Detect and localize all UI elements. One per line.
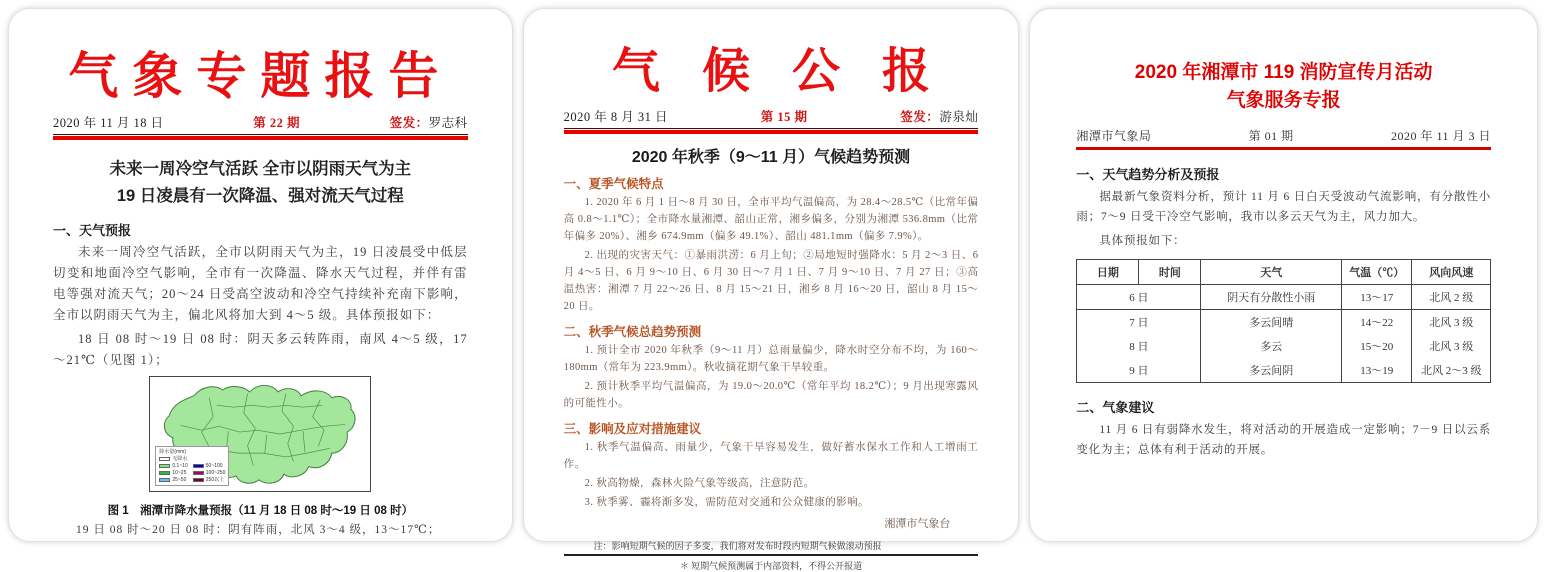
cell-date: 8 日: [1077, 334, 1201, 358]
table-row: [1077, 334, 1491, 358]
footnote-line1: 注：影响短期气候的因子多变，我们将对发布时段内短期气候做滚动预报: [593, 541, 882, 551]
legend-label: 100~250: [205, 470, 226, 476]
issue-number: 第 15 期: [760, 110, 808, 124]
legend-swatch: [159, 464, 170, 468]
legend-swatch: [159, 457, 170, 461]
table-header-wind: 风向风速: [1412, 260, 1491, 285]
header-rule: [564, 128, 979, 134]
special-report-title-line1: 2020 年湘潭市 119 消防宣传月活动: [1134, 62, 1433, 83]
report-meta-row: [53, 113, 468, 131]
section-heading-trend-analysis: 一、天气趋势分析及预报: [1076, 167, 1220, 182]
footnote-line2: ＊ 短期气候预测属于内部资料，不得公开报道: [679, 561, 863, 571]
table-row: [1077, 358, 1491, 383]
cell-date: 6 日: [1077, 285, 1201, 310]
header-rule: [1076, 147, 1491, 150]
summer-climate-paragraph: 1. 2020 年 6 月 1 日～8 月 30 日，全市平均气温偏高，为 28.4～28.5℃（比常年偏高 0.8～1.1℃）；全市降水量湘潭、韶山正常，湘乡偏多，分别为湘潭 536.8mm（比常年偏多 20%）、湘乡 674.9mm（偏多 49.1%）、韶山 481.1mm（偏多 7.9%）。: [563, 197, 979, 242]
map-legend-title: 降水量(mm): [159, 449, 186, 455]
legend-item: [193, 470, 226, 476]
cell-temp: 14～22: [1342, 310, 1412, 335]
special-report-title: [1076, 59, 1491, 115]
table-row: [1077, 285, 1491, 310]
disaster-weather-paragraph: 2. 出现的灾害天气：①暴雨洪涝：6 月上旬；②局地短时强降水：5 月 2～3 日、6 月 4～5 日、6 月 9～10 日、6 月 30 日～7 月 1 日、7 月 9～10 日、7 月 27 日；③高温热害：湘潭 7 月 22～26 日、8 月 15～21 日，湘乡 8 月 16～20 日，韶山 8 月 15～20 日。: [563, 250, 979, 312]
report-date: 2020 年 11 月 3 日: [1390, 129, 1491, 143]
issue-number: 第 01 期: [1248, 129, 1294, 143]
map-legend: [155, 446, 229, 486]
issuing-org: 湘潭市气象局: [1076, 129, 1152, 143]
legend-swatch: [193, 478, 204, 482]
table-header-date: 日期: [1077, 260, 1139, 285]
legend-swatch: [193, 471, 204, 475]
legend-item: [193, 463, 226, 469]
cell-temp: 13～19: [1342, 358, 1412, 383]
footnotes: [564, 539, 979, 572]
bulletin-date: 2020 年 8 月 31 日: [563, 110, 669, 124]
cell-wind: 北风 2 级: [1412, 285, 1491, 310]
issue-number: 第 22 期: [253, 116, 301, 130]
signer-name: 罗志科: [428, 116, 468, 130]
cell-wind: 北风 2～3 级: [1412, 358, 1491, 383]
precipitation-map: [149, 376, 371, 492]
headline: [53, 156, 468, 210]
page-card-special-weather-report[interactable]: [8, 8, 513, 542]
section-heading-advice: 二、气象建议: [1076, 400, 1155, 415]
suggestion-item-2: 2. 秋高物燥，森林火险气象等级高，注意防范。: [584, 478, 815, 489]
forecast-table: [1076, 259, 1491, 383]
bulletin-title: 气候公报: [612, 43, 973, 99]
suggestion-item-3: 3. 秋季雾、霾将渐多发，需防范对交通和公众健康的影响。: [584, 497, 869, 508]
special-report-title-line2: 气象服务专报: [1226, 90, 1341, 111]
signer-name: 游泉灿: [939, 110, 979, 124]
figure-caption: 图 1 湘潭市降水量预报（11 月 18 日 08 时～19 日 08 时）: [107, 505, 414, 517]
report-date: 2020 年 11 月 18 日: [53, 116, 164, 130]
special-report-meta-row: [1076, 127, 1491, 144]
cell-weather: 阴天有分散性小雨: [1201, 285, 1342, 310]
legend-label: 250以上: [205, 477, 225, 483]
autumn-rain-paragraph: 1. 预计全市 2020 年秋季（9～11 月）总雨量偏少，降水时空分布不均，为 160～180mm（常年为 223.9mm）。秋收摘花期气象干旱较重。: [563, 345, 979, 373]
section-heading-forecast: 一、天气预报: [53, 223, 132, 238]
advice-paragraph: 11 月 6 日有弱降水发生，将对活动的开展造成一定影响；7－9 日以云系变化为主；总体有利于活动的开展。: [1076, 424, 1492, 456]
signer: [390, 113, 468, 131]
table-header-weather: 天气: [1201, 260, 1342, 285]
cell-temp: 15～20: [1342, 334, 1412, 358]
legend-label: 10~25: [172, 470, 187, 476]
forecast-day1-line: 18 日 08 时～19 日 08 时：阴天多云转阵雨，南风 4～5 级，17～21℃（见图 1）；: [53, 332, 468, 367]
suggestion-item-1: 1. 秋季气温偏高、雨量少，气象干旱容易发生，做好蓄水保水工作和人工增雨工作。: [563, 442, 979, 470]
cell-wind: 北风 3 级: [1412, 310, 1491, 335]
cell-weather: 多云间晴: [1201, 310, 1342, 335]
autumn-temp-paragraph: 2. 预计秋季平均气温偏高，为 19.0～20.0℃（常年平均 18.2℃）；9 月出现寒露风的可能性小。: [563, 381, 979, 409]
cell-wind: 北风 3 级: [1412, 334, 1491, 358]
cell-date: 7 日: [1077, 310, 1201, 335]
issuing-office-signature: 湘潭市气象台: [884, 518, 951, 530]
legend-item: [159, 463, 187, 469]
section-heading-suggestions: 三、影响及应对措施建议: [563, 422, 702, 436]
forecast-lead-line: 具体预报如下：: [1099, 235, 1186, 247]
legend-swatch: [159, 471, 170, 475]
table-header-temp: 气温（℃）: [1342, 260, 1412, 285]
headline-line1: 未来一周冷空气活跃 全市以阴雨天气为主: [109, 160, 412, 178]
trend-analysis-paragraph: 据最新气象资料分析，预计 11 月 6 日白天受波动气流影响，有分散性小雨；7～9 日受干冷空气影响，我市以多云天气为主，风力加大。: [1076, 191, 1492, 223]
legend-item: [159, 470, 187, 476]
legend-label: 无降水: [172, 456, 188, 462]
legend-item: [193, 477, 226, 483]
cell-date: 9 日: [1077, 358, 1201, 383]
forecast-paragraph: 未来一周冷空气活跃，全市以阴雨天气为主，19 日凌晨受中低层切变和地面冷空气影响，全市有一次降温、降水天气过程，并伴有雷电等强对流天气；20～24 日受高空波动和冷空气持续补充南下影响，全市以阴雨天气为主，偏北风将加大到 4～5 级。具体预报如下：: [53, 245, 468, 322]
page-card-climate-bulletin[interactable]: [523, 8, 1020, 571]
legend-swatch: [159, 478, 170, 482]
legend-label: 25~50: [172, 477, 187, 483]
footnote-rule: [564, 554, 979, 556]
table-header-row: [1077, 260, 1491, 285]
cell-temp: 13～17: [1342, 285, 1412, 310]
legend-label: 0.1~10: [172, 463, 188, 469]
table-row: [1077, 310, 1491, 335]
signer: [900, 107, 978, 125]
header-rule: [53, 134, 468, 140]
forecast-day2-line: 19 日 08 时～20 日 08 时：阴有阵雨，北风 3～4 级，13～17℃；: [76, 524, 441, 536]
bulletin-meta-row: [564, 107, 979, 125]
legend-item: [159, 477, 187, 483]
figure-wrap: [53, 376, 468, 497]
bulletin-subject-title: 2020 年秋季（9～11 月）气候趋势预测: [631, 149, 911, 166]
signer-label: 签发：: [389, 116, 429, 130]
headline-line2: 19 日凌晨有一次降温、强对流天气过程: [116, 187, 404, 205]
report-title: 气象专题报告: [68, 46, 453, 105]
table-header-time: 时间: [1139, 260, 1201, 285]
legend-label: 50~100: [205, 463, 223, 469]
section-heading-summer-features: 一、夏季气候特点: [563, 177, 664, 191]
signer-label: 签发：: [900, 110, 940, 124]
cell-weather: 多云: [1201, 334, 1342, 358]
legend-swatch: [193, 464, 204, 468]
cell-weather: 多云间阴: [1201, 358, 1342, 383]
page-card-fire-service-bulletin[interactable]: [1029, 8, 1538, 542]
section-heading-autumn-trend: 二、秋季气候总趋势预测: [563, 325, 702, 339]
